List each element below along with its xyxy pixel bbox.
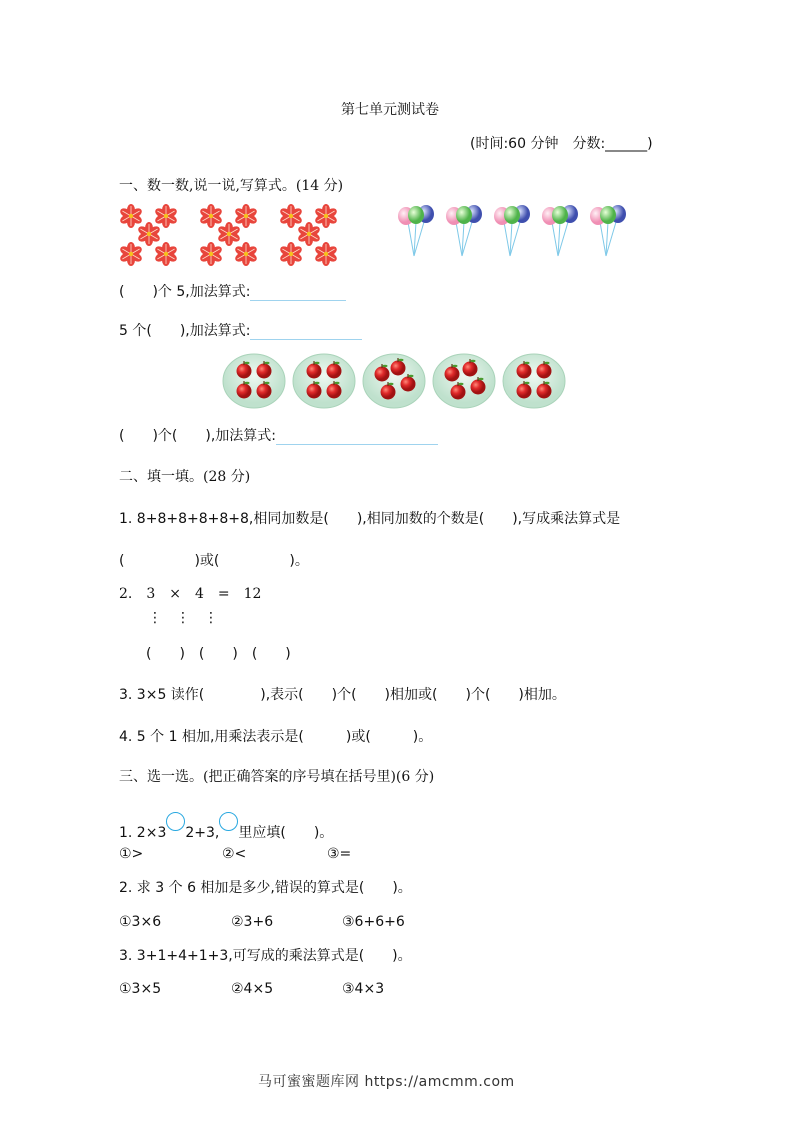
section-2-question-4: 4. 5 个 1 相加,用乘法表示是( )或( )。 [119,729,433,745]
answer-line-1[interactable] [250,286,346,301]
q1-part-a: 1. 2×3 [119,825,167,841]
flowers-illustration [116,204,346,268]
flower-group-3 [279,204,339,266]
section-2-question-1-line-1: 1. 8+8+8+8+8+8,相同加数是( ),相同加数的个数是( ),写成乘法算式是 [119,511,621,527]
section-3-heading: 三、选一选。(把正确答案的序号填在括号里)(6 分) [119,769,435,785]
option-1-1[interactable]: ①> [119,846,144,862]
section-3-question-3: 3. 3+1+4+1+3,可写成的乘法算式是( )。 [119,948,412,964]
flower-group-2 [199,204,259,266]
q1-part-c: 里应填( )。 [238,825,334,841]
q1-part-b: 2+3, [185,825,220,841]
section-1-question-3 [119,427,438,445]
plate-2 [293,354,355,408]
time-score-info: (时间:60 分钟 分数:______) [470,136,653,152]
flower-group-1 [119,204,179,266]
plate-4 [433,354,495,408]
plate-1 [223,354,285,408]
option-1-2[interactable]: ②< [222,846,247,862]
option-2-1[interactable]: ①3×6 [119,914,162,930]
section-1-question-2 [119,322,362,340]
option-3-3[interactable]: ③4×3 [342,981,385,997]
section-2-question-1-line-2: ( )或( )。 [119,553,309,569]
page-title: 第七单元测试卷 [341,102,439,118]
question-1-text: ( )个 5,加法算式: [119,284,251,300]
section-3-question-1 [119,812,333,842]
compare-circle-2[interactable] [219,812,238,831]
balloons-illustration [392,204,632,260]
option-2-3[interactable]: ③6+6+6 [342,914,405,930]
section-2-heading: 二、填一填。(28 分) [119,469,251,485]
footer-watermark: 马可蜜蜜题库网 https://amcmm.com [258,1074,515,1090]
section-1-question-1 [119,283,346,301]
apples-illustration [222,352,572,410]
section-1-heading: 一、数一数,说一说,写算式。(14 分) [119,178,344,194]
option-1-3[interactable]: ③= [327,846,352,862]
compare-circle-1[interactable] [166,812,185,831]
option-3-2[interactable]: ②4×5 [231,981,274,997]
section-2-question-2-dots: ⋮ ⋮ ⋮ [148,610,218,626]
question-3-text: ( )个( ),加法算式: [119,428,277,444]
option-2-2[interactable]: ②3+6 [231,914,274,930]
question-2-text: 5 个( ),加法算式: [119,323,251,339]
section-2-question-2-blanks: ( ) ( ) ( ) [146,646,291,662]
plate-3 [363,354,425,408]
answer-line-2[interactable] [250,325,362,340]
option-3-1[interactable]: ①3×5 [119,981,162,997]
section-3-question-2: 2. 求 3 个 6 相加是多少,错误的算式是( )。 [119,880,412,896]
section-2-question-2-equation: 2. 3 × 4 = 12 [119,586,262,602]
section-2-question-3: 3. 3×5 读作( ),表示( )个( )相加或( )个( )相加。 [119,687,566,703]
plate-5 [503,354,565,408]
answer-line-3[interactable] [276,430,438,445]
